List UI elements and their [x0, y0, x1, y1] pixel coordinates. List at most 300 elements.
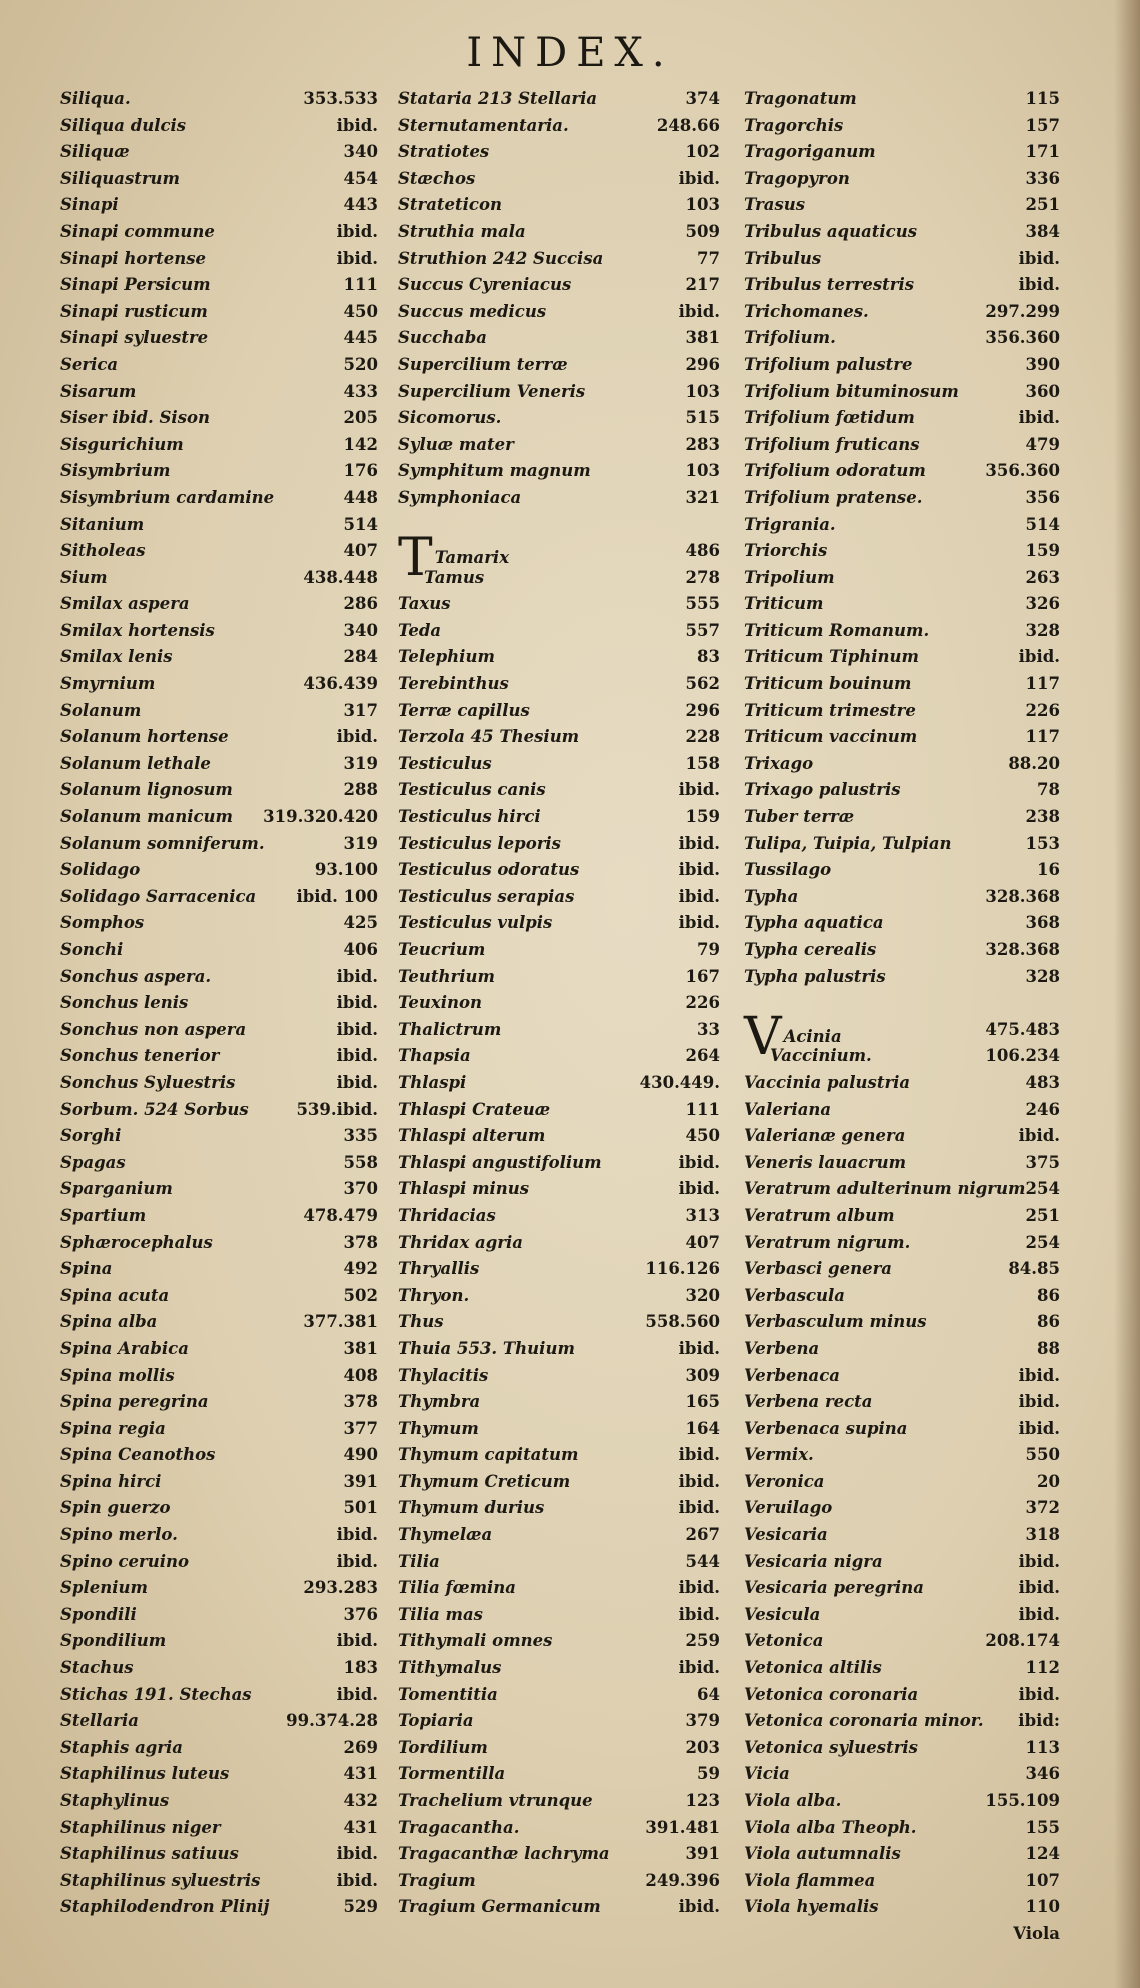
entry-page-number: 84.85 [1008, 1259, 1060, 1279]
index-entry [398, 1363, 720, 1390]
index-entry [398, 1097, 720, 1124]
entry-page-number: 107 [1025, 1870, 1060, 1890]
entry-term: Teuxinon [398, 993, 482, 1013]
entry-term: Tussilago [744, 860, 832, 880]
entry-page-number: 432 [343, 1791, 378, 1810]
entry-page-number: 431 [343, 1764, 378, 1784]
entry-term: Thlaspi [398, 1072, 467, 1092]
entry-page-number: 438.448 [303, 567, 378, 587]
entry-page-number: 328 [1025, 966, 1060, 986]
entry-term: Verbena [744, 1338, 820, 1358]
entry-page-number: ibid. [336, 1844, 378, 1864]
entry-term: Verbascula [744, 1285, 845, 1305]
entry-term: Solanum lignosum [60, 780, 233, 800]
index-entry [744, 485, 1060, 512]
entry-page-number: 529 [343, 1897, 378, 1917]
entry-page-number: 356.360 [985, 328, 1060, 348]
entry-page-number: ibid. [1018, 275, 1060, 295]
entry-page-number: 475.483 [985, 1019, 1060, 1039]
entry-page-number: 562 [685, 674, 720, 694]
entry-term: Sonchus lenis [60, 993, 189, 1013]
index-entry [398, 1602, 720, 1629]
entry-page-number: 319 [343, 753, 378, 773]
entry-page-number: 165 [685, 1392, 720, 1412]
entry-page-number: 264 [685, 1046, 720, 1066]
entry-term: Thylacitis [398, 1365, 489, 1385]
index-entry [744, 113, 1060, 140]
entry-page-number: 249.396 [645, 1870, 720, 1890]
entry-term: Terræ capillus [398, 700, 530, 720]
index-entry [60, 458, 378, 485]
entry-page-number: 328.368 [985, 940, 1060, 959]
entry-page-number: 155.109 [985, 1791, 1060, 1810]
index-entry [398, 1735, 720, 1762]
entry-term: Sitholeas [60, 541, 146, 561]
index-entry [744, 777, 1060, 804]
index-entry [398, 1841, 720, 1868]
index-entry [398, 458, 720, 485]
entry-page-number: 370 [343, 1179, 378, 1199]
index-entry [398, 1309, 720, 1336]
entry-term: Verbenaca supina [744, 1418, 908, 1438]
entry-term: Verbenaca [744, 1365, 840, 1385]
index-entry [60, 1602, 378, 1629]
index-entry [744, 1735, 1060, 1762]
entry-term: Solanum lethale [60, 753, 211, 773]
index-entry [744, 246, 1060, 273]
index-entry [60, 1283, 378, 1310]
entry-page-number: 111 [685, 1099, 720, 1119]
entry-term: Trifolium bituminosum [744, 381, 959, 401]
entry-term: Veratrum nigrum. [744, 1232, 911, 1252]
index-entry [398, 831, 720, 858]
entry-page-number: 153 [1025, 833, 1060, 853]
index-entry [744, 804, 1060, 831]
entry-term: Spin guerzo [60, 1498, 171, 1518]
entry-term: Thus [398, 1312, 444, 1332]
index-entry [60, 166, 378, 193]
entry-page-number: ibid. [1018, 1551, 1060, 1571]
index-entry [60, 1389, 378, 1416]
entry-page-number: 88 [1037, 1338, 1060, 1358]
entry-page-number: ibid. [336, 727, 378, 747]
entry-page-number: 286 [343, 594, 378, 614]
entry-page-number: 431 [343, 1817, 378, 1837]
entry-term: Tripolium [744, 567, 835, 587]
entry-term: Sisymbrium [60, 461, 171, 481]
index-entry [398, 1575, 720, 1602]
entry-term: Spina hirci [60, 1471, 162, 1491]
entry-page-number: 377.381 [303, 1312, 378, 1332]
index-entry [744, 1628, 1060, 1655]
index-entry [60, 1655, 378, 1682]
entry-page-number: ibid. [678, 1897, 720, 1917]
entry-page-number: 246 [1025, 1099, 1060, 1119]
entry-page-number: 155 [1025, 1817, 1060, 1837]
entry-page-number: 381 [685, 328, 720, 348]
entry-page-number: 123 [685, 1791, 720, 1810]
entry-page-number: 317 [343, 700, 378, 720]
entry-page-number: 251 [1025, 1205, 1060, 1225]
index-entry [60, 379, 378, 406]
section-gap [398, 512, 720, 539]
entry-term: Smilax lenis [60, 647, 173, 667]
index-entry [398, 1416, 720, 1443]
entry-page-number: ibid. [336, 1631, 378, 1651]
entry-term: Sinapi hortense [60, 248, 207, 268]
entry-page-number: ibid. [336, 1046, 378, 1066]
entry-term: Tragium [398, 1870, 476, 1890]
entry-page-number: 501 [343, 1498, 378, 1518]
index-entry [398, 990, 720, 1017]
index-entry [744, 1708, 1060, 1735]
index-entry [398, 777, 720, 804]
index-entry [744, 352, 1060, 379]
entry-term: Trasus [744, 195, 806, 215]
index-entry [744, 512, 1060, 539]
entry-term: Thuia 553. Thuium [398, 1338, 575, 1358]
entry-term: Trichomanes. [744, 301, 869, 321]
index-entry [60, 538, 378, 565]
entry-page-number: 248.66 [656, 115, 720, 135]
entry-term: Staphilinus luteus [60, 1764, 230, 1784]
entry-term: Typha [744, 886, 799, 906]
entry-term: Spina Arabica [60, 1338, 189, 1358]
index-entry [398, 1495, 720, 1522]
index-entry [60, 1309, 378, 1336]
index-entry [398, 379, 720, 406]
entry-page-number: ibid. [1018, 1126, 1060, 1146]
index-entry [60, 1469, 378, 1496]
index-entry [60, 1363, 378, 1390]
entry-term: Thlaspi minus [398, 1179, 530, 1199]
entry-page-number: 217 [685, 275, 720, 295]
index-entry [398, 485, 720, 512]
entry-term: Tordilium [398, 1737, 488, 1757]
index-entry [60, 644, 378, 671]
index-entry [744, 644, 1060, 671]
index-entry [60, 272, 378, 299]
index-entry [744, 1097, 1060, 1124]
index-entry [744, 671, 1060, 698]
entry-page-number: ibid. 100 [296, 886, 378, 906]
entry-page-number: 106.234 [985, 1046, 1060, 1066]
entry-term: Solanum manicum [60, 807, 233, 827]
index-entry [398, 1761, 720, 1788]
entry-term: Strateticon [398, 195, 502, 215]
index-entry [60, 1230, 378, 1257]
entry-term: Vesicula [744, 1604, 821, 1624]
entry-page-number: 86 [1037, 1312, 1060, 1332]
entry-page-number: 492 [343, 1259, 378, 1279]
index-entry [744, 724, 1060, 751]
entry-term: Trixago palustris [744, 780, 901, 800]
index-entry [744, 1868, 1060, 1895]
index-entry [398, 1336, 720, 1363]
page-title: INDEX. [466, 30, 674, 76]
index-entry [744, 192, 1060, 219]
entry-term: Testiculus odoratus [398, 860, 580, 880]
index-entry [398, 1815, 720, 1842]
entry-term: Trifolium fruticans [744, 434, 920, 454]
entry-page-number: 360 [1025, 381, 1060, 401]
entry-page-number: 390 [1025, 354, 1060, 374]
entry-term: Solanum somniferum. [60, 833, 265, 853]
entry-term: Triticum [744, 594, 824, 614]
entry-page-number: 77 [697, 248, 720, 268]
index-entry [60, 1416, 378, 1443]
entry-page-number: 454 [343, 168, 378, 188]
entry-page-number: 377 [343, 1418, 378, 1438]
entry-term: Thryon. [398, 1285, 470, 1305]
index-entry [744, 964, 1060, 991]
entry-page-number: 328 [1025, 620, 1060, 640]
entry-term: Tribulus terrestris [744, 275, 915, 295]
entry-term: Staphilinus satiuus [60, 1844, 239, 1864]
index-entry [398, 937, 720, 964]
entry-term: Verbasculum minus [744, 1312, 927, 1332]
index-entry [398, 405, 720, 432]
index-entry [398, 618, 720, 645]
entry-term: Tamus [424, 567, 485, 587]
entry-term: Tragopyron [744, 168, 850, 188]
entry-term: Somphos [60, 913, 145, 933]
index-entry [398, 1283, 720, 1310]
entry-term: Tragacantha. [398, 1817, 520, 1837]
index-entry [398, 86, 720, 113]
entry-page-number: 407 [343, 541, 378, 561]
entry-term: Valerianæ genera [744, 1126, 906, 1146]
entry-page-number: ibid. [678, 168, 720, 188]
index-entry [744, 751, 1060, 778]
entry-page-number: 288 [343, 780, 378, 800]
index-entry [744, 698, 1060, 725]
index-entry [744, 166, 1060, 193]
entry-term: Spino ceruino [60, 1551, 189, 1571]
entry-term: Vesicaria peregrina [744, 1578, 924, 1598]
entry-term: Spina mollis [60, 1365, 175, 1385]
entry-term: Thridacias [398, 1205, 496, 1225]
index-entry [60, 591, 378, 618]
index-entry [60, 299, 378, 326]
entry-term: Vaccinia palustria [744, 1072, 911, 1092]
entry-term: Tragacanthæ lachryma [398, 1844, 610, 1864]
entry-page-number: ibid. [678, 1604, 720, 1624]
entry-term: Spartium [60, 1205, 147, 1225]
entry-term: Vicia [744, 1764, 790, 1784]
entry-page-number: 445 [343, 328, 378, 348]
entry-page-number: 116.126 [645, 1259, 720, 1279]
index-entry [398, 1522, 720, 1549]
entry-page-number: 379 [685, 1711, 720, 1731]
index-entry [60, 1070, 378, 1097]
index-entry [398, 910, 720, 937]
index-entry [744, 1070, 1060, 1097]
entry-term: Tulipa, Tuipia, Tulpian [744, 833, 952, 853]
entry-term: Vetonica syluestris [744, 1737, 918, 1757]
index-entry [60, 1894, 378, 1921]
entry-term: Tormentilla [398, 1764, 506, 1784]
entry-page-number: 408 [343, 1365, 378, 1385]
entry-term: Triticum bouinum [744, 674, 912, 694]
entry-term: Solidago Sarracenica [60, 886, 257, 906]
entry-page-number: 284 [343, 647, 378, 667]
entry-page-number: 558 [343, 1152, 378, 1172]
entry-page-number: 226 [1025, 700, 1060, 720]
index-entry [744, 1363, 1060, 1390]
index-entry [744, 1309, 1060, 1336]
index-entry [60, 724, 378, 751]
entry-page-number: 391 [343, 1471, 378, 1491]
entry-term: Sisgurichium [60, 434, 184, 454]
entry-page-number: 328.368 [985, 886, 1060, 906]
entry-page-number: ibid. [1018, 647, 1060, 667]
entry-page-number: ibid. [1018, 1684, 1060, 1704]
entry-term: Sium [60, 567, 108, 587]
entry-page-number: 267 [685, 1525, 720, 1545]
entry-page-number: 259 [685, 1631, 720, 1651]
entry-term: Sisarum [60, 381, 137, 401]
index-entry [60, 990, 378, 1017]
index-entry [744, 1389, 1060, 1416]
entry-page-number: ibid. [1018, 1365, 1060, 1385]
index-entry [398, 1788, 720, 1815]
index-entry [60, 1097, 378, 1124]
entry-term: Siser ibid. Sison [60, 408, 210, 428]
index-entry [744, 1602, 1060, 1629]
index-entry [744, 299, 1060, 326]
entry-page-number: ibid. [336, 221, 378, 241]
index-entry [60, 352, 378, 379]
entry-page-number: ibid. [336, 248, 378, 268]
entry-page-number: 269 [343, 1737, 378, 1757]
entry-term: Verbasci genera [744, 1259, 892, 1279]
entry-term: Veratrum adulterinum nigrum [744, 1179, 1026, 1199]
index-entry [744, 1150, 1060, 1177]
entry-term: Veneris lauacrum [744, 1152, 907, 1172]
entry-term: Topiaria [398, 1711, 474, 1731]
index-entry [398, 1017, 720, 1044]
entry-page-number: 20 [1037, 1471, 1060, 1491]
index-entry [744, 618, 1060, 645]
entry-term: Spina alba [60, 1312, 158, 1332]
entry-page-number: ibid. [678, 1445, 720, 1465]
index-entry [398, 1894, 720, 1921]
entry-page-number: 356.360 [985, 461, 1060, 481]
entry-page-number: 278 [685, 567, 720, 587]
index-entry [398, 804, 720, 831]
entry-page-number: 340 [343, 620, 378, 640]
index-entry [744, 1655, 1060, 1682]
entry-page-number: ibid. [678, 833, 720, 853]
entry-term: Triticum Romanum. [744, 620, 930, 640]
entry-term: Verbena recta [744, 1392, 873, 1412]
entry-term: Tamarix [434, 548, 510, 568]
entry-page-number: 320 [685, 1285, 720, 1305]
entry-page-number: 203 [685, 1737, 720, 1757]
index-entry [398, 1256, 720, 1283]
entry-page-number: 326 [1025, 594, 1060, 614]
index-entry [398, 1150, 720, 1177]
entry-term: Teucrium [398, 940, 486, 959]
entry-term: Sonchus Syluestris [60, 1072, 236, 1092]
entry-term: Stæchos [398, 168, 476, 188]
index-entry [744, 1921, 1060, 1948]
index-entry [60, 192, 378, 219]
entry-page-number: 375 [1025, 1152, 1060, 1172]
index-entry [398, 1123, 720, 1150]
entry-page-number: ibid. [336, 1870, 378, 1890]
entry-page-number: ibid. [336, 1684, 378, 1704]
entry-page-number: 124 [1025, 1844, 1060, 1864]
entry-page-number: 490 [343, 1445, 378, 1465]
index-entry [398, 432, 720, 459]
entry-page-number: 376 [343, 1604, 378, 1624]
entry-term: Succus Cyreniacus [398, 275, 572, 295]
entry-page-number: 443 [343, 195, 378, 215]
entry-page-number: 176 [343, 461, 378, 481]
entry-page-number: 378 [343, 1232, 378, 1252]
entry-page-number: 319.320.420 [263, 807, 378, 827]
entry-term: Sonchi [60, 940, 124, 959]
entry-term: Splenium [60, 1578, 148, 1598]
index-entry [60, 618, 378, 645]
entry-term: Trachelium vtrunque [398, 1791, 593, 1810]
index-entry [398, 1682, 720, 1709]
index-column-3 [744, 86, 1060, 1948]
entry-page-number: ibid. [1018, 1604, 1060, 1624]
entry-term: Triticum trimestre [744, 700, 916, 720]
entry-term: Vetonica [744, 1631, 824, 1651]
index-entry [744, 1815, 1060, 1842]
entry-term: Spina [60, 1259, 113, 1279]
entry-term: Struthion 242 Succisa [398, 248, 604, 268]
index-entry [60, 1176, 378, 1203]
entry-term: Siliquæ [60, 142, 130, 162]
entry-page-number: 251 [1025, 195, 1060, 215]
entry-term: Trifolium palustre [744, 354, 913, 374]
entry-page-number: ibid: [1018, 1711, 1060, 1731]
entry-page-number: 544 [685, 1551, 720, 1571]
entry-term: Veronica [744, 1471, 825, 1491]
index-entry [60, 777, 378, 804]
entry-term: Symphitum magnum [398, 461, 591, 481]
entry-term: Taxus [398, 594, 451, 614]
entry-page-number: 486 [685, 541, 720, 561]
index-entry [744, 1336, 1060, 1363]
entry-term: Tilia [398, 1551, 440, 1571]
entry-page-number: 374 [685, 89, 720, 108]
entry-term: Tilia fœmina [398, 1578, 516, 1598]
index-entry [398, 1070, 720, 1097]
index-entry [60, 1203, 378, 1230]
entry-term: Thlaspi alterum [398, 1126, 546, 1146]
entry-page-number: 313 [685, 1205, 720, 1225]
entry-term: Thryallis [398, 1259, 480, 1279]
entry-page-number: 356 [1025, 487, 1060, 507]
entry-page-number: 514 [343, 514, 378, 534]
entry-term: Serica [60, 354, 119, 374]
entry-term: Sinapi Persicum [60, 275, 211, 295]
entry-term: Succus medicus [398, 301, 547, 321]
entry-term: Trixago [744, 753, 814, 773]
entry-term: Staphylinus [60, 1791, 170, 1810]
index-entry [60, 1761, 378, 1788]
index-entry [744, 1549, 1060, 1576]
index-entry [60, 1017, 378, 1044]
index-entry [744, 1469, 1060, 1496]
entry-page-number: 117 [1025, 727, 1060, 747]
